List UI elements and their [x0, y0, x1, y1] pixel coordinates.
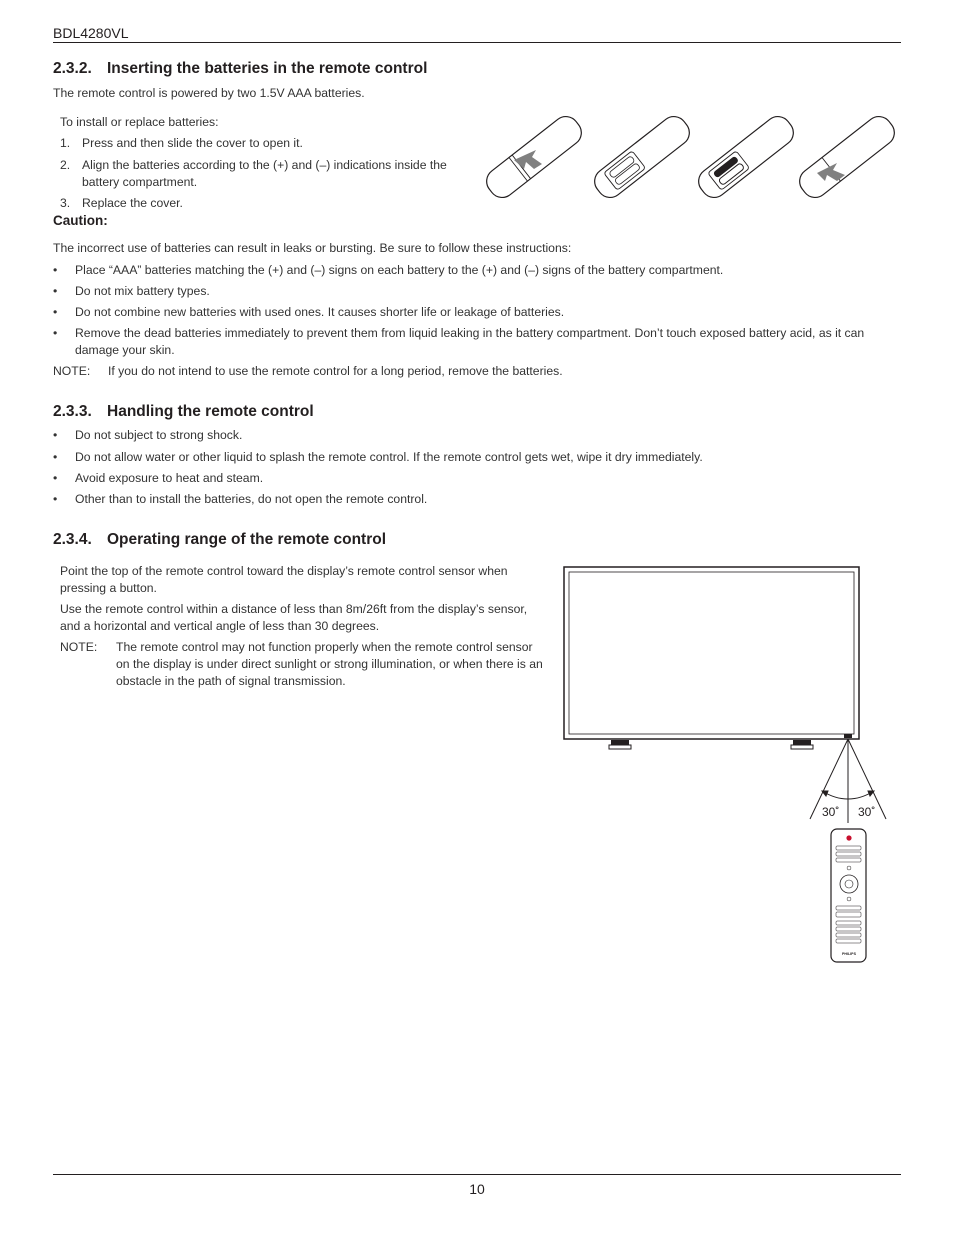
section-number: 2.3.3. [53, 403, 92, 420]
list-item [0, 491, 954, 508]
model-name: BDL4280VL [53, 25, 129, 41]
power-icon [846, 835, 851, 840]
remote-brand: PHILIPS [842, 952, 856, 956]
note-label: NOTE: [53, 364, 91, 378]
display-foot-right [791, 740, 813, 749]
list-item [0, 283, 954, 300]
bullet: • [53, 284, 58, 298]
footer-rule [53, 1174, 901, 1175]
range-paragraph-2: Use the remote control within a distance of less than 8m/26ft from the display’s sensor, and a horizontal and vertical angle of less than 30 degrees. [60, 602, 528, 633]
display-illustration [564, 567, 859, 739]
list-item [0, 449, 954, 466]
section-heading-2-3-4 [53, 531, 386, 549]
handling-item-text: Avoid exposure to heat and steam. [75, 471, 264, 485]
range-paragraph-1: Point the top of the remote control toward the display’s remote control sensor when pressing a button. [60, 564, 508, 595]
bullet: • [53, 428, 58, 442]
bullet: • [53, 305, 58, 319]
section-number: 2.3.2. [53, 60, 92, 77]
bullet: • [53, 492, 58, 506]
section-heading-2-3-3 [53, 403, 314, 421]
note-text: If you do not intend to use the remote control for a long period, remove the batteries. [108, 364, 563, 378]
angle-left-label: 30˚ [822, 805, 840, 819]
handling-item-text: Other than to install the batteries, do not open the remote control. [75, 492, 428, 506]
step-text: Replace the cover. [82, 196, 183, 210]
caution-item-text: Do not combine new batteries with used ones. It causes shorter life or leakage of batteries. [75, 305, 565, 319]
caution-item-text: Remove the dead batteries immediately to prevent them from liquid leaking in the battery compartment. Don’t touch exposed battery acid, as it can damage your skin. [75, 326, 865, 357]
remote-battery-compartment-illustration [589, 115, 694, 201]
section-title: Inserting the batteries in the remote control [107, 60, 428, 77]
section-number: 2.3.4. [53, 531, 92, 548]
caution-intro: The incorrect use of batteries can result in leaks or bursting. Be sure to follow these instructions: [53, 241, 572, 255]
list-item [0, 470, 954, 487]
remote-control-illustration [831, 829, 866, 962]
steps-intro: To install or replace batteries: [60, 115, 219, 129]
caution-item-text: Place “AAA” batteries matching the (+) and (–) signs on each battery to the (+) and (–) signs of the battery compartment. [75, 263, 724, 277]
step-number: 1. [60, 136, 71, 150]
angle-right-label: 30˚ [858, 805, 876, 819]
battery-insertion-illustration [484, 115, 896, 201]
section-heading-2-3-2 [53, 60, 427, 78]
caution-item-text: Do not mix battery types. [75, 284, 210, 298]
battery-note [0, 363, 954, 380]
step-text: Align the batteries according to the (+) and (–) indications inside the battery compartment. [82, 158, 447, 189]
display-foot-left [609, 740, 631, 749]
section-title: Handling the remote control [107, 403, 314, 420]
list-item [0, 304, 954, 321]
note-label: NOTE: [60, 640, 98, 654]
step-number: 2. [60, 158, 71, 172]
bullet: • [53, 263, 58, 277]
bullet: • [53, 450, 58, 464]
remote-batteries-inserted-illustration [693, 115, 798, 201]
list-item [0, 262, 954, 279]
caution-title: Caution: [53, 213, 108, 228]
list-item [0, 325, 954, 359]
bullet: • [53, 326, 58, 340]
list-item [0, 427, 954, 444]
battery-intro: The remote control is powered by two 1.5V AAA batteries. [53, 86, 365, 100]
header-rule [53, 42, 901, 43]
remote-cover-close-illustration [794, 115, 896, 201]
handling-item-text: Do not allow water or other liquid to splash the remote control. If the remote control gets wet, wipe it dry immediately. [75, 450, 703, 464]
section-title: Operating range of the remote control [107, 531, 387, 548]
page-number: 10 [469, 1181, 485, 1197]
step-text: Press and then slide the cover to open it. [82, 136, 303, 150]
bullet: • [53, 471, 58, 485]
remote-sensor [844, 734, 852, 738]
operating-range-diagram [560, 563, 900, 968]
remote-cover-open-illustration [484, 115, 587, 201]
handling-item-text: Do not subject to strong shock. [75, 428, 243, 442]
note-text: The remote control may not function properly when the remote control sensor on the display is under direct sunlight or strong illumination, or when there is an obstacle in the path of signal transmission. [116, 640, 543, 688]
step-number: 3. [60, 196, 71, 210]
